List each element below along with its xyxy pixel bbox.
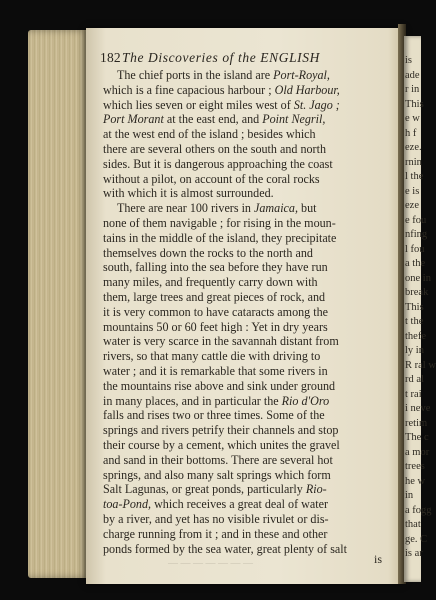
facing-page-fragment: t rai (405, 388, 422, 400)
text-line: There are near 100 rivers in Jamaica, but (117, 201, 317, 216)
facing-page-fragment: ly in (405, 345, 424, 356)
text-line: many miles, and frequently carry down with (103, 275, 318, 290)
text-line: tains in the middle of the island, they precipitate (103, 230, 337, 245)
page-number: 182 (100, 50, 121, 65)
text-line: charge running from it ; and in these and other (103, 526, 328, 541)
facing-page-fragment: retim (405, 417, 428, 429)
page-header-title: The Discoveries of the ENGLISH (122, 50, 320, 65)
text-line: south, falling into the sea before they have run (103, 260, 328, 275)
text-line: Salt Lagunas, or great ponds, particularly Rio- (103, 482, 327, 497)
facing-page-fragment: This (405, 301, 424, 313)
text-line: Port Morant at the east end, and Point Negril, (103, 112, 326, 127)
facing-page-fragment: thefe (405, 330, 426, 342)
facing-page-edge (404, 36, 436, 582)
text-line: sides. But it is dangerous approaching the coast (103, 156, 333, 171)
facing-page-fragment: t the (405, 316, 424, 327)
text-line: there are several others on the south and north (103, 142, 326, 156)
text-line: in many places, and in particular the Rio d'Oro (103, 393, 330, 408)
text-line: toa-Pond, which receives a great deal of water (103, 497, 328, 512)
text-line: water ; and it is remarkable that some rivers in (103, 364, 328, 378)
facing-page-fragment: eze. (405, 142, 422, 153)
text-line: themselves down the rocks to the north and (103, 245, 313, 260)
facing-page-fragment: is ar (405, 548, 423, 559)
facing-page-fragment: i neve (405, 403, 431, 414)
facing-page-fragment: a fogg (405, 504, 432, 516)
facing-page-fragment: l the (405, 171, 424, 182)
facing-page-fragment: e w (405, 113, 420, 124)
facing-page-fragment: a the (405, 258, 426, 269)
text-line: by a river, and yet has no visible rivulet or dis- (103, 512, 329, 526)
facing-page-fragment: that (405, 519, 421, 530)
text-line: which lies seven or eight miles west of St. Jago ; (103, 97, 340, 112)
text-line: springs and rivers petrify their channels and stop (103, 423, 339, 438)
page-block-edge (28, 30, 88, 578)
facing-page-fragment: r in (405, 84, 420, 95)
running-head (100, 50, 390, 68)
facing-page-fragment: is (405, 55, 413, 66)
text-line: them, large trees and great pieces of rock, and (103, 290, 326, 304)
facing-page-fragment: he w (405, 475, 426, 487)
text-line: without a pilot, on account of the coral rocks (103, 171, 320, 186)
facing-page-fragment: eze (405, 200, 419, 211)
facing-page-fragment: rd al (405, 374, 424, 385)
facing-page-fragment: The c (405, 432, 429, 443)
text-line: none of them navigable ; for rising in the moun- (103, 216, 336, 230)
text-line: rivers, so that many cattle die with driving to (103, 349, 321, 364)
text-line: with which it is almost surrounded. (103, 186, 274, 201)
facing-page-fragment: trees (405, 461, 425, 472)
text-line: at the west end of the island ; besides which (103, 127, 316, 142)
text-line: mountains 50 or 60 feet high : Yet in dry years (103, 319, 328, 334)
text-line: springs, and also many salt springs which form (103, 467, 331, 482)
facing-page-fragment: break (405, 287, 429, 298)
facing-page-fragment: one in (405, 272, 431, 284)
facing-page-fragment: ade (405, 69, 420, 81)
facing-page-fragment: in (405, 490, 414, 501)
text-line: which is a fine capacious harbour ; Old Harbour, (103, 82, 340, 97)
catchword: is (374, 552, 383, 566)
facing-page-fragment: ge. C (405, 533, 428, 545)
facing-page-fragment: rnin (405, 156, 422, 168)
facing-page-fragment: nfing (405, 229, 428, 240)
text-line: their course by a cement, which unites the gravel (103, 438, 340, 452)
text-line: the mountains rise above and sink under ground (103, 378, 336, 393)
facing-page-fragment: a mor (405, 446, 430, 458)
facing-page-fragment: This (405, 98, 424, 110)
text-line: The chief ports in the island are Port-Royal, (117, 68, 330, 82)
text-line: water is very scarce in the savannah distant from (103, 334, 339, 349)
text-line: ponds formed by the sea water, great plenty of salt (103, 541, 348, 556)
facing-page-fragment: e is (405, 185, 420, 197)
text-line: falls and rises two or three times. Some of the (103, 408, 325, 423)
facing-page-fragment: e fou (405, 214, 427, 226)
facing-page-fragment: l fou (405, 243, 425, 255)
text-line: it is very common to have cataracts among the (103, 304, 329, 319)
facing-page-fragment: h f (405, 127, 417, 139)
show-through-text: — — — — — — — (168, 558, 253, 569)
text-line: and sand in their bottoms. There are several hot (103, 452, 333, 467)
facing-page-fragment: R ral w (405, 359, 436, 371)
